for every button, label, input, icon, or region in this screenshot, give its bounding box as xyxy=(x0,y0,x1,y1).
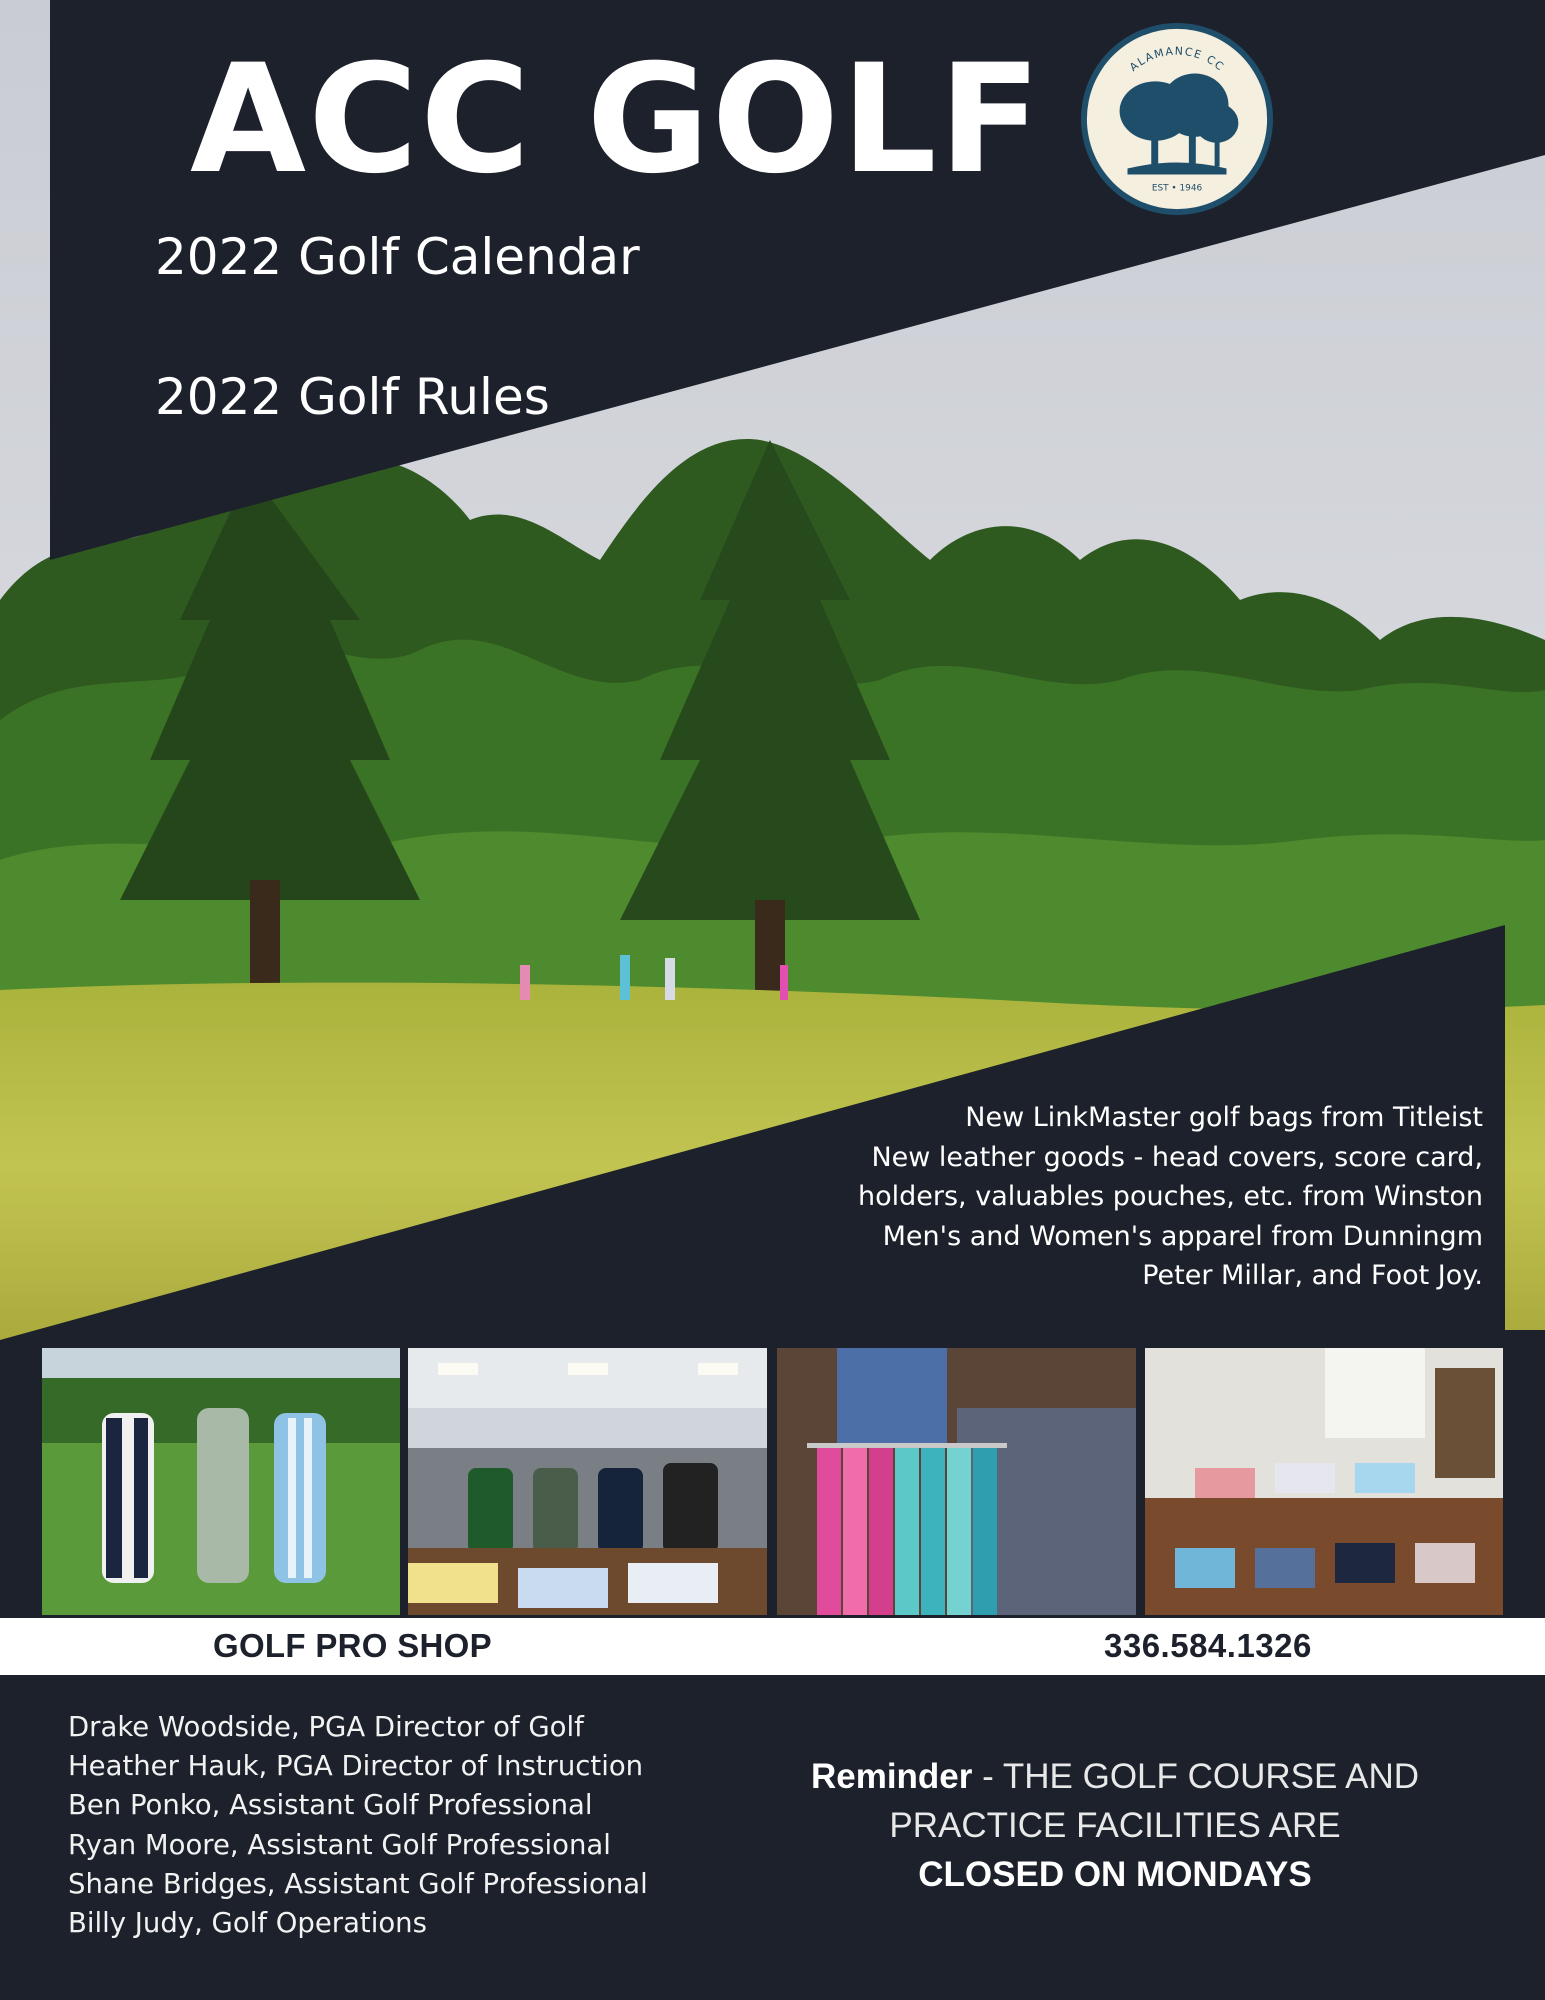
club-logo xyxy=(1078,20,1276,218)
golf-calendar-link[interactable]: 2022 Golf Calendar xyxy=(155,228,640,286)
reminder-text-1: THE GOLF COURSE AND xyxy=(1002,1757,1420,1796)
closure-reminder xyxy=(790,1752,1440,1899)
page-title: ACC GOLF xyxy=(190,33,1044,207)
staff-list xyxy=(68,1708,648,1943)
logo-club-name: ALAMANCE CC xyxy=(1127,44,1227,74)
reminder-separator: - xyxy=(972,1757,1003,1796)
staff-item: Billy Judy, Golf Operations xyxy=(68,1907,427,1940)
apparel-rack-photo xyxy=(777,1348,1136,1615)
promo-line: Peter Millar, and Foot Joy. xyxy=(1142,1260,1483,1291)
staff-item: Ryan Moore, Assistant Golf Professional xyxy=(68,1828,611,1861)
logo-established: EST • 1946 xyxy=(1151,183,1203,194)
staff-item: Drake Woodside, PGA Director of Golf xyxy=(68,1711,584,1743)
promo-line: Men's and Women's apparel from Dunningm xyxy=(882,1220,1483,1252)
pro-shop-phone[interactable]: 336.584.1326 xyxy=(1104,1627,1312,1664)
golf-rules-link[interactable]: 2022 Golf Rules xyxy=(155,368,550,426)
staff-item: Shane Bridges, Assistant Golf Professional xyxy=(68,1867,648,1900)
staff-item: Heather Hauk, PGA Director of Instruction xyxy=(68,1750,644,1783)
golf-bags-photo xyxy=(42,1348,400,1615)
promo-text xyxy=(723,1098,1483,1296)
pro-shop-banner xyxy=(0,1618,1545,1675)
reminder-label: Reminder xyxy=(810,1757,973,1796)
promo-line: New LinkMaster golf bags from Titleist xyxy=(965,1102,1483,1133)
folded-shirts-photo xyxy=(1145,1348,1503,1615)
reminder-line-2: PRACTICE FACILITIES ARE xyxy=(889,1806,1341,1845)
promo-line: holders, valuables pouches, etc. from Winston xyxy=(858,1181,1483,1212)
reminder-line-1 xyxy=(790,1752,1440,1801)
pro-shop-title: GOLF PRO SHOP xyxy=(213,1627,492,1664)
reminder-emphasis: CLOSED ON MONDAYS xyxy=(918,1855,1312,1894)
promo-line: New leather goods - head covers, score card, xyxy=(871,1141,1483,1173)
staff-item: Ben Ponko, Assistant Golf Professional xyxy=(68,1789,593,1822)
pro-shop-interior-photo xyxy=(408,1348,767,1615)
